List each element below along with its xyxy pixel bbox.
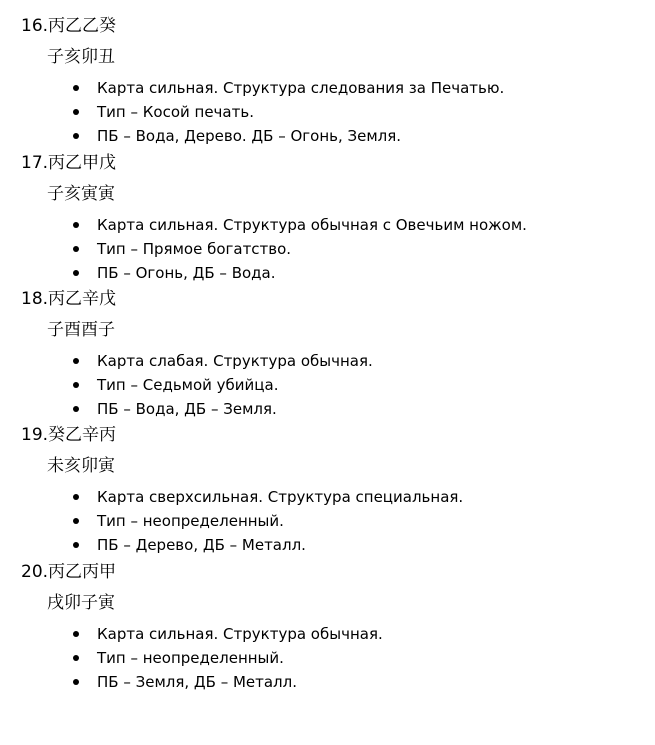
list-item-text: Тип – Седьмой убийца. bbox=[97, 376, 279, 394]
list-item bbox=[0, 671, 600, 695]
list-item-text: ПБ – Огонь, ДБ – Вода. bbox=[97, 264, 276, 282]
bullet-icon bbox=[73, 85, 79, 91]
entry-heading: 19.癸乙辛丙 bbox=[21, 425, 117, 445]
list-item bbox=[0, 101, 600, 125]
bullet-icon bbox=[73, 406, 79, 412]
list-item-text: Карта сильная. Структура следования за Печатью. bbox=[97, 79, 505, 97]
bullet-icon bbox=[73, 133, 79, 139]
list-item bbox=[0, 534, 600, 558]
entry-branches: 子亥寅寅 bbox=[47, 184, 115, 204]
entry-heading: 16.丙乙乙癸 bbox=[21, 16, 117, 36]
bullet-icon bbox=[73, 655, 79, 661]
list-item-text: Карта сильная. Структура обычная. bbox=[97, 625, 383, 643]
entry-heading: 20.丙乙丙甲 bbox=[21, 562, 117, 582]
bullet-list bbox=[0, 350, 600, 422]
bullet-icon bbox=[73, 631, 79, 637]
entry-branches: 未亥卯寅 bbox=[47, 456, 115, 476]
list-item bbox=[0, 374, 600, 398]
bullet-icon bbox=[73, 109, 79, 115]
list-item bbox=[0, 214, 600, 238]
bullet-icon bbox=[73, 358, 79, 364]
bullet-list bbox=[0, 623, 600, 695]
entry-branches: 子酉酉子 bbox=[47, 320, 115, 340]
list-item-text: Тип – неопределенный. bbox=[97, 512, 284, 530]
list-item bbox=[0, 647, 600, 671]
list-item bbox=[0, 125, 600, 149]
entry-heading: 18.丙乙辛戊 bbox=[21, 289, 117, 309]
entry-heading: 17.丙乙甲戊 bbox=[21, 153, 117, 173]
list-item-text: Карта сильная. Структура обычная с Овечьим ножом. bbox=[97, 216, 527, 234]
bullet-icon bbox=[73, 270, 79, 276]
bullet-icon bbox=[73, 494, 79, 500]
bullet-icon bbox=[73, 518, 79, 524]
bullet-list bbox=[0, 486, 600, 558]
entry-branches: 戌卯子寅 bbox=[47, 593, 115, 613]
list-item-text: ПБ – Вода, Дерево. ДБ – Огонь, Земля. bbox=[97, 127, 402, 145]
list-item bbox=[0, 238, 600, 262]
bullet-list bbox=[0, 77, 600, 149]
entry-branches: 子亥卯丑 bbox=[47, 47, 115, 67]
list-item-text: ПБ – Земля, ДБ – Металл. bbox=[97, 673, 298, 691]
list-item-text: Карта сверхсильная. Структура специальная. bbox=[97, 488, 464, 506]
bullet-list bbox=[0, 214, 600, 286]
bullet-icon bbox=[73, 679, 79, 685]
list-item bbox=[0, 350, 600, 374]
list-item bbox=[0, 486, 600, 510]
list-item bbox=[0, 510, 600, 534]
list-item-text: Тип – неопределенный. bbox=[97, 649, 284, 667]
list-item-text: Тип – Прямое богатство. bbox=[97, 240, 292, 258]
list-item bbox=[0, 77, 600, 101]
bullet-icon bbox=[73, 382, 79, 388]
list-item bbox=[0, 262, 600, 286]
list-item-text: ПБ – Дерево, ДБ – Металл. bbox=[97, 536, 306, 554]
bullet-icon bbox=[73, 542, 79, 548]
list-item-text: Карта слабая. Структура обычная. bbox=[97, 352, 373, 370]
list-item bbox=[0, 623, 600, 647]
list-item-text: ПБ – Вода, ДБ – Земля. bbox=[97, 400, 277, 418]
bullet-icon bbox=[73, 222, 79, 228]
bullet-icon bbox=[73, 246, 79, 252]
list-item bbox=[0, 398, 600, 422]
list-item-text: Тип – Косой печать. bbox=[97, 103, 254, 121]
